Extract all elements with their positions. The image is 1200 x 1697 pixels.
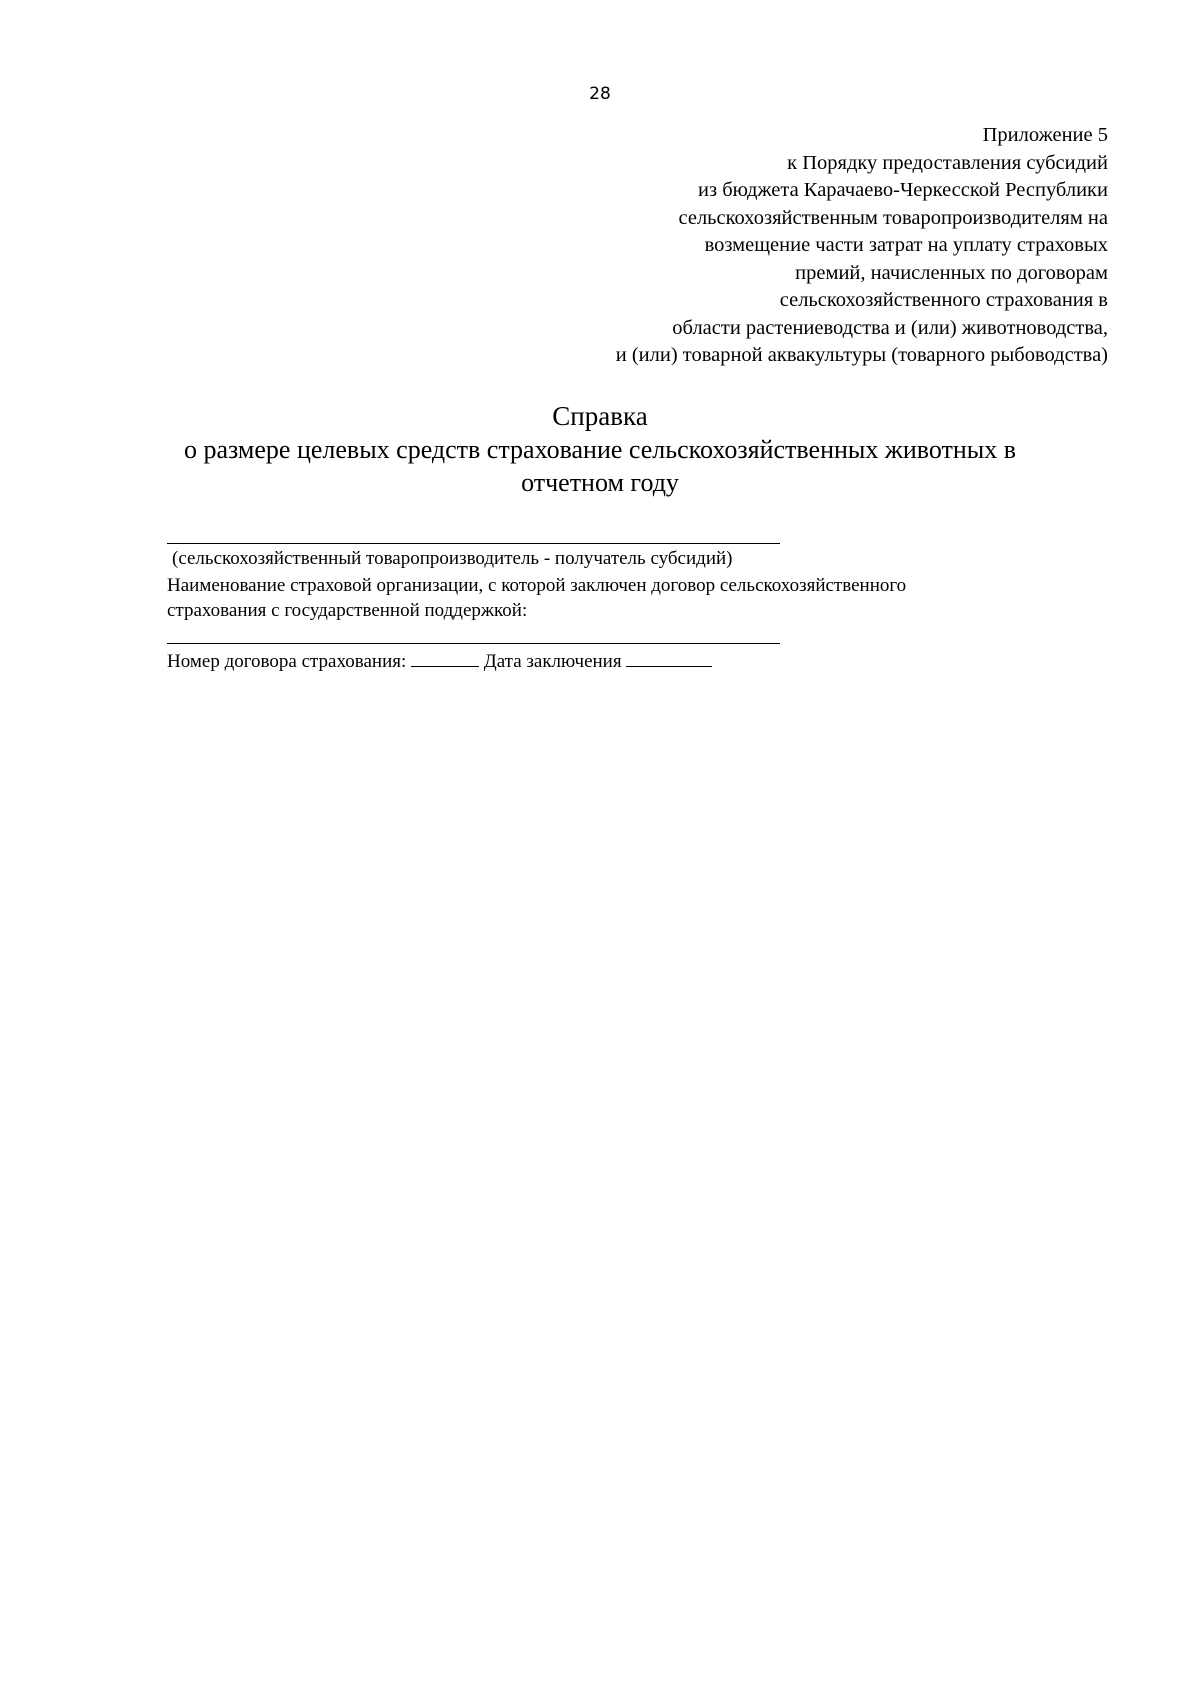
insurer-name-blank-line: [167, 643, 780, 644]
page-number: 28: [589, 84, 611, 104]
contract-number-blank: [411, 650, 479, 667]
appendix-line: возмещение части затрат на уплату страховых: [704, 234, 1108, 256]
insurer-label-line: Наименование страховой организации, с которой заключен договор сельскохозяйственного: [167, 575, 907, 596]
contract-details-line: [167, 650, 712, 673]
appendix-line: сельскохозяйственным товаропроизводителям на: [678, 206, 1108, 229]
contract-date-label: Дата заключения: [483, 651, 622, 672]
contract-number-label: Номер договора страхования:: [167, 651, 407, 672]
appendix-line: и (или) товарной аквакультуры (товарного рыбоводства): [615, 344, 1108, 366]
appendix-header: [616, 122, 1108, 370]
appendix-line: премий, начисленных по договорам: [795, 261, 1108, 284]
appendix-line: области растениеводства и (или) животноводства,: [672, 316, 1108, 339]
appendix-line: сельскохозяйственного страхования в: [779, 289, 1108, 311]
appendix-line: из бюджета Карачаево-Черкесской Республики: [698, 179, 1108, 201]
document-title: Справка: [552, 401, 648, 431]
document-subtitle-line: о размере целевых средств страхование сельскохозяйственных животных в: [183, 435, 1017, 464]
document-subtitle-line: отчетном году: [521, 468, 679, 497]
insurer-label-line: страхования с государственной поддержкой:: [167, 600, 528, 621]
producer-caption: (сельскохозяйственный товаропроизводитель - получатель субсидий): [172, 548, 733, 569]
appendix-line: к Порядку предоставления субсидий: [787, 151, 1108, 174]
appendix-line: Приложение 5: [982, 124, 1108, 146]
contract-date-blank: [626, 650, 712, 667]
producer-name-blank-line: [167, 543, 780, 544]
document-heading: [0, 400, 1200, 499]
